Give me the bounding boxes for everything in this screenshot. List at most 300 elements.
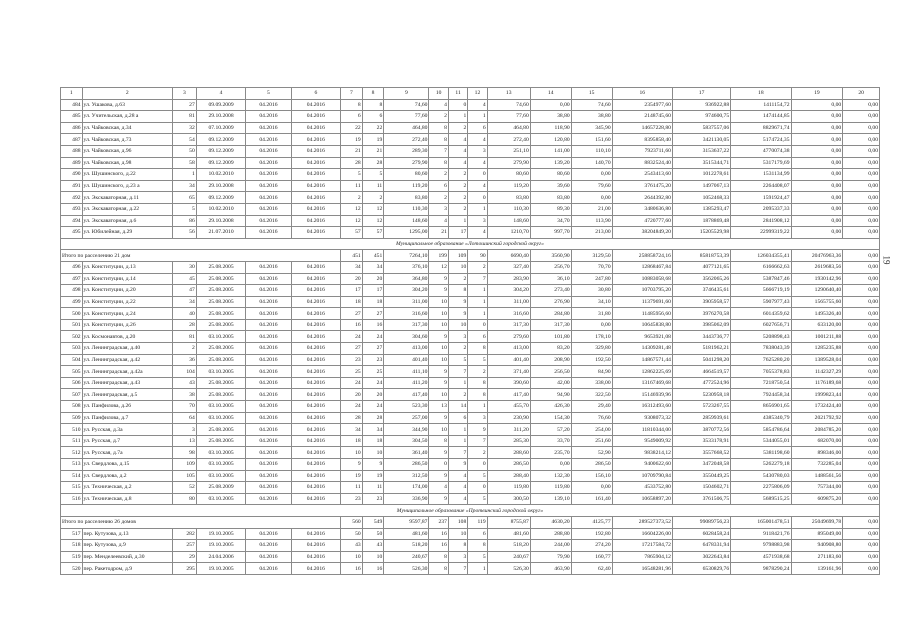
- table-row: [61, 366, 880, 378]
- table-cell: ул. Конституции, д.26: [82, 319, 173, 331]
- table-cell: 04.2016: [246, 169, 291, 181]
- table-row: [61, 296, 880, 308]
- table-cell: 25.08.2005: [196, 377, 246, 389]
- table-cell: 2275806,09: [731, 482, 791, 494]
- table-cell: 34: [173, 180, 197, 192]
- column-number-cell: 14: [530, 88, 571, 100]
- table-cell: 2095337,33: [731, 203, 791, 215]
- table-cell: ул. Русская, д.7а: [82, 447, 173, 459]
- table-cell: ул. Конституции, д.24: [82, 308, 173, 320]
- table-cell: 10658897,20: [612, 493, 672, 505]
- table-cell: 494: [61, 215, 83, 227]
- total-cell: 9597,87: [384, 516, 429, 528]
- table-cell: 04.2016: [291, 343, 341, 355]
- table-cell: 04.2016: [291, 180, 341, 192]
- table-cell: 300,50: [487, 493, 530, 505]
- table-cell: 25: [362, 366, 384, 378]
- table-cell: 04.2016: [246, 319, 291, 331]
- table-cell: 52,90: [571, 447, 612, 459]
- table-cell: 0: [468, 192, 487, 204]
- table-cell: 113,90: [571, 215, 612, 227]
- table-cell: 33,70: [530, 435, 571, 447]
- table-cell: 20: [362, 389, 384, 401]
- table-cell: 22: [341, 122, 363, 134]
- table-cell: 21: [341, 145, 363, 157]
- table-row: [61, 493, 880, 505]
- table-cell: 11485956,60: [612, 308, 672, 320]
- table-cell: 513: [61, 459, 83, 471]
- table-cell: ул. Конституции, д.14: [82, 273, 173, 285]
- table-cell: 24: [341, 377, 363, 389]
- table-cell: 03.10.2005: [196, 401, 246, 413]
- table-cell: 04.2016: [291, 285, 341, 297]
- table-row: [61, 331, 880, 343]
- table-cell: 0,00: [843, 435, 880, 447]
- table-cell: 16312493,60: [612, 401, 672, 413]
- table-cell: 8: [468, 389, 487, 401]
- total-label: Итого по расселению 26 домов: [61, 516, 341, 528]
- table-cell: 17: [362, 285, 384, 297]
- table-cell: 120,80: [530, 134, 571, 146]
- column-number-cell: 16: [612, 88, 672, 100]
- table-cell: 12: [341, 203, 363, 215]
- table-cell: 25.08.2005: [196, 319, 246, 331]
- table-cell: 3761506,75: [672, 493, 730, 505]
- table-cell: 24: [362, 331, 384, 343]
- table-cell: 1001211,88: [791, 331, 843, 343]
- table-cell: 508: [61, 401, 83, 413]
- table-cell: 156,10: [571, 470, 612, 482]
- total-cell: 90: [468, 250, 487, 262]
- table-cell: 4385340,79: [731, 412, 791, 424]
- table-cell: 3: [429, 203, 448, 215]
- table-cell: 11810344,00: [612, 424, 672, 436]
- table-cell: 361,40: [384, 447, 429, 459]
- table-cell: 0: [448, 99, 467, 111]
- table-cell: 256,50: [530, 366, 571, 378]
- table-cell: 04.2016: [246, 215, 291, 227]
- table-cell: 70: [173, 401, 197, 413]
- table-cell: 34,70: [530, 215, 571, 227]
- table-cell: 11: [341, 482, 363, 494]
- column-number-cell: 8: [362, 88, 384, 100]
- table-cell: 0,00: [791, 99, 843, 111]
- table-cell: 04.2016: [246, 528, 291, 540]
- table-cell: 2264408,07: [731, 180, 791, 192]
- table-cell: 272,40: [384, 134, 429, 146]
- table-cell: 04.2016: [246, 424, 291, 436]
- table-cell: 288,60: [487, 447, 530, 459]
- table-cell: 52: [173, 482, 197, 494]
- table-cell: 19: [362, 134, 384, 146]
- table-cell: 1385293,47: [672, 203, 730, 215]
- table-cell: 24: [362, 401, 384, 413]
- table-cell: 14867571,44: [612, 354, 672, 366]
- table-cell: 500: [61, 308, 83, 320]
- table-cell: 43: [173, 377, 197, 389]
- table-cell: 3: [448, 331, 467, 343]
- table-cell: 04.2016: [246, 180, 291, 192]
- table-cell: 0,00: [571, 319, 612, 331]
- table-cell: 04.2016: [291, 169, 341, 181]
- table-cell: 119,80: [487, 482, 530, 494]
- table-cell: 161,40: [571, 493, 612, 505]
- table-cell: 9400622,60: [612, 459, 672, 471]
- table-row: [61, 308, 880, 320]
- table-cell: 80,60: [487, 169, 530, 181]
- table-cell: ул. Экскаваторная, д.6: [82, 215, 173, 227]
- table-cell: ул. Свердлова, д.2: [82, 470, 173, 482]
- table-cell: 2: [429, 192, 448, 204]
- table-cell: 43: [341, 540, 363, 552]
- table-cell: 04.2016: [291, 111, 341, 123]
- table-cell: 3022643,84: [672, 551, 730, 563]
- table-cell: 04.2016: [246, 435, 291, 447]
- table-cell: 1565755,60: [791, 296, 843, 308]
- table-cell: 04.2016: [246, 122, 291, 134]
- table-cell: 10: [429, 389, 448, 401]
- table-cell: 511: [61, 435, 83, 447]
- table-cell: пер. Ракетодром, д.9: [82, 563, 173, 575]
- table-cell: 1: [468, 308, 487, 320]
- table-cell: 0,00: [843, 377, 880, 389]
- total-cell: 4125,77: [571, 516, 612, 528]
- column-number-cell: 9: [384, 88, 429, 100]
- table-cell: 14309281,48: [612, 343, 672, 355]
- table-cell: 2: [448, 273, 467, 285]
- table-cell: 04.2016: [291, 447, 341, 459]
- table-cell: 289,30: [384, 145, 429, 157]
- table-cell: 1: [468, 296, 487, 308]
- table-cell: ул. Конституции, д.20: [82, 285, 173, 297]
- table-cell: 25.08.2005: [196, 273, 246, 285]
- table-cell: 503: [61, 343, 83, 355]
- table-cell: 633120,00: [791, 319, 843, 331]
- table-cell: 516: [61, 493, 83, 505]
- table-cell: 105: [173, 470, 197, 482]
- table-cell: 0,00: [843, 540, 880, 552]
- table-cell: 03.10.2005: [196, 493, 246, 505]
- table-cell: 3976270,58: [672, 308, 730, 320]
- table-cell: 3153637,22: [672, 145, 730, 157]
- table-cell: 17: [341, 285, 363, 297]
- table-cell: 7: [468, 435, 487, 447]
- table-cell: 2619683,56: [791, 261, 843, 273]
- table-cell: 50: [362, 528, 384, 540]
- table-cell: 79,60: [571, 180, 612, 192]
- table-row: [61, 99, 880, 111]
- table-cell: 8: [448, 285, 467, 297]
- table-cell: 6: [468, 122, 487, 134]
- table-cell: 5: [468, 493, 487, 505]
- table-cell: 0: [468, 169, 487, 181]
- table-cell: 04.2016: [291, 296, 341, 308]
- table-row: [61, 563, 880, 575]
- total-cell: 7264,10: [384, 250, 429, 262]
- table-cell: 0,00: [791, 192, 843, 204]
- table-cell: 3870772,56: [672, 424, 730, 436]
- table-cell: 2354977,60: [612, 99, 672, 111]
- table-cell: 5: [341, 169, 363, 181]
- table-cell: 38,80: [571, 111, 612, 123]
- table-cell: 3515344,71: [672, 157, 730, 169]
- table-row: [61, 354, 880, 366]
- total-cell: 3129,50: [571, 250, 612, 262]
- table-cell: 0,00: [843, 343, 880, 355]
- table-cell: 6166662,63: [731, 261, 791, 273]
- table-cell: 609875,20: [791, 493, 843, 505]
- table-cell: 6: [362, 111, 384, 123]
- table-cell: 3905958,57: [672, 296, 730, 308]
- table-cell: 4533752,80: [612, 482, 672, 494]
- table-cell: 25.08.2009: [196, 482, 246, 494]
- table-cell: 1495326,40: [791, 308, 843, 320]
- table-cell: 0,00: [791, 227, 843, 239]
- table-cell: 9: [468, 424, 487, 436]
- total-row: [61, 250, 880, 262]
- table-cell: 285,30: [487, 435, 530, 447]
- table-cell: ул. Ленинградская, д.43: [82, 377, 173, 389]
- table-cell: 504: [61, 354, 83, 366]
- table-cell: 10703795,20: [612, 285, 672, 297]
- table-cell: 3746435,61: [672, 285, 730, 297]
- table-cell: 132,30: [530, 470, 571, 482]
- table-cell: 139,20: [530, 157, 571, 169]
- table-cell: 5230958,18: [672, 389, 730, 401]
- table-cell: 29,40: [571, 401, 612, 413]
- table-cell: 0,00: [843, 389, 880, 401]
- table-cell: 757344,00: [791, 482, 843, 494]
- table-cell: 04.2016: [246, 470, 291, 482]
- table-cell: 413,00: [384, 343, 429, 355]
- table-cell: 29.10.2008: [196, 215, 246, 227]
- table-cell: 0,00: [791, 203, 843, 215]
- table-cell: 29.10.2008: [196, 180, 246, 192]
- table-cell: 09.12.2009: [196, 134, 246, 146]
- table-cell: 484: [61, 99, 83, 111]
- table-cell: 514: [61, 470, 83, 482]
- table-cell: 77,60: [487, 111, 530, 123]
- table-cell: 04.2016: [291, 99, 341, 111]
- table-cell: 9: [341, 459, 363, 471]
- table-cell: 04.2016: [291, 551, 341, 563]
- table-cell: 0,00: [843, 180, 880, 192]
- table-cell: 3: [448, 551, 467, 563]
- table-cell: 09.12.2009: [196, 192, 246, 204]
- table-cell: 7: [448, 563, 467, 575]
- table-cell: 4: [468, 157, 487, 169]
- table-cell: ул. Свердлова, д.15: [82, 459, 173, 471]
- table-cell: 04.2016: [246, 227, 291, 239]
- table-cell: 77,60: [384, 111, 429, 123]
- table-cell: 311,00: [384, 296, 429, 308]
- table-cell: 9308073,32: [612, 412, 672, 424]
- table-cell: 464,80: [384, 122, 429, 134]
- table-cell: 174,00: [384, 482, 429, 494]
- table-cell: 0,00: [571, 482, 612, 494]
- table-cell: 25.08.2005: [196, 308, 246, 320]
- table-cell: 101,80: [530, 331, 571, 343]
- table-cell: 0,00: [530, 99, 571, 111]
- table-cell: 139161,96: [791, 563, 843, 575]
- table-cell: 14: [448, 401, 467, 413]
- table-cell: 1474144,85: [731, 111, 791, 123]
- table-cell: 79,90: [530, 551, 571, 563]
- table-cell: ул. Учительская, д.28 а: [82, 111, 173, 123]
- table-cell: 401,40: [487, 354, 530, 366]
- table-cell: 5317179,69: [731, 157, 791, 169]
- total-cell: 258858724,16: [612, 250, 672, 262]
- table-cell: 488: [61, 145, 83, 157]
- table-cell: 12: [362, 203, 384, 215]
- table-cell: 4: [448, 134, 467, 146]
- table-cell: ул. Панфилова, д.26: [82, 401, 173, 413]
- table-cell: 5181962,21: [672, 343, 730, 355]
- table-cell: 9: [448, 296, 467, 308]
- table-cell: 3480636,80: [612, 203, 672, 215]
- table-cell: 57: [341, 227, 363, 239]
- table-cell: 50: [173, 145, 197, 157]
- table-cell: 523,30: [384, 401, 429, 413]
- table-cell: 110,30: [384, 203, 429, 215]
- table-cell: ул. Техническая, д.8: [82, 493, 173, 505]
- table-cell: 20: [341, 273, 363, 285]
- table-cell: 5262279,18: [731, 459, 791, 471]
- table-cell: 10: [429, 354, 448, 366]
- table-cell: 4772524,96: [672, 377, 730, 389]
- table-cell: 10: [429, 424, 448, 436]
- register-sheet: [60, 87, 880, 575]
- table-cell: 19.10.2005: [196, 563, 246, 575]
- column-number-cell: 15: [571, 88, 612, 100]
- table-cell: 04.2016: [291, 203, 341, 215]
- table-cell: 10: [362, 551, 384, 563]
- table-cell: 83,20: [530, 343, 571, 355]
- table-cell: ул. Ленинградская, д.40: [82, 343, 173, 355]
- column-number-cell: 6: [291, 88, 341, 100]
- table-cell: 119,80: [530, 482, 571, 494]
- table-cell: 80,60: [384, 169, 429, 181]
- table-cell: 38: [173, 389, 197, 401]
- table-cell: 4077121,65: [672, 261, 730, 273]
- table-cell: 490: [61, 169, 83, 181]
- table-cell: 7: [448, 447, 467, 459]
- table-cell: 0,00: [843, 459, 880, 471]
- table-cell: 04.2016: [246, 203, 291, 215]
- table-cell: 86: [173, 215, 197, 227]
- table-cell: 34: [341, 424, 363, 436]
- page-number: 19: [881, 255, 892, 265]
- table-cell: 9: [448, 459, 467, 471]
- table-cell: 10: [429, 308, 448, 320]
- table-row: [61, 459, 880, 471]
- table-cell: 1497067,13: [672, 180, 730, 192]
- table-cell: 04.2016: [246, 261, 291, 273]
- table-cell: 36: [173, 354, 197, 366]
- table-cell: 7: [448, 366, 467, 378]
- table-cell: 9: [429, 412, 448, 424]
- table-cell: 43: [362, 540, 384, 552]
- table-cell: 0,00: [843, 563, 880, 575]
- table-cell: 80,60: [530, 169, 571, 181]
- table-cell: 317,30: [530, 319, 571, 331]
- table-cell: 498: [61, 285, 83, 297]
- column-number-cell: 10: [429, 88, 448, 100]
- table-cell: 492: [61, 192, 83, 204]
- table-cell: 317,30: [384, 319, 429, 331]
- table-cell: 0: [468, 319, 487, 331]
- table-cell: 34: [362, 261, 384, 273]
- table-cell: 8832524,40: [612, 157, 672, 169]
- table-cell: 21: [429, 227, 448, 239]
- table-cell: 04.2016: [246, 493, 291, 505]
- table-cell: 18: [341, 296, 363, 308]
- table-cell: 8656901,65: [731, 401, 791, 413]
- table-cell: 03.10.2005: [196, 366, 246, 378]
- table-cell: 4: [448, 145, 467, 157]
- table-cell: 28: [362, 412, 384, 424]
- table-cell: 9798883,98: [731, 540, 791, 552]
- total-cell: 549: [362, 516, 384, 528]
- table-cell: 24: [341, 401, 363, 413]
- table-cell: 10: [448, 528, 467, 540]
- table-cell: 1: [448, 377, 467, 389]
- table-cell: 2: [448, 192, 467, 204]
- table-cell: 6: [468, 528, 487, 540]
- table-cell: 0,00: [791, 157, 843, 169]
- table-cell: 04.2016: [291, 435, 341, 447]
- table-cell: 16: [362, 319, 384, 331]
- table-cell: 04.2016: [246, 157, 291, 169]
- table-cell: 03.10.2005: [196, 447, 246, 459]
- table-cell: 8: [429, 435, 448, 447]
- table-cell: 9: [448, 308, 467, 320]
- table-cell: 6: [468, 331, 487, 343]
- table-cell: 507: [61, 389, 83, 401]
- table-cell: 455,70: [487, 401, 530, 413]
- table-cell: 0,00: [843, 401, 880, 413]
- table-cell: 272,40: [487, 134, 530, 146]
- table-cell: 5: [448, 354, 467, 366]
- table-cell: 518,20: [487, 540, 530, 552]
- table-cell: 23: [362, 354, 384, 366]
- table-cell: 1: [173, 169, 197, 181]
- total-cell: 451: [341, 250, 363, 262]
- table-cell: 0,00: [843, 470, 880, 482]
- table-cell: 1290640,40: [791, 285, 843, 297]
- table-cell: 98: [173, 447, 197, 459]
- table-cell: 322,50: [571, 389, 612, 401]
- table-cell: 9549009,92: [612, 435, 672, 447]
- table-cell: 304,60: [384, 331, 429, 343]
- table-cell: ул. Чайковская, д.34: [82, 122, 173, 134]
- table-cell: 28: [341, 157, 363, 169]
- table-cell: 2: [429, 111, 448, 123]
- table-cell: 04.2016: [291, 308, 341, 320]
- table-cell: 682070,00: [791, 435, 843, 447]
- table-cell: 251,60: [571, 435, 612, 447]
- table-cell: 0,00: [843, 493, 880, 505]
- table-cell: 5854786,64: [731, 424, 791, 436]
- table-cell: 83,80: [530, 192, 571, 204]
- table-cell: 311,20: [487, 424, 530, 436]
- table-cell: 04.2016: [246, 273, 291, 285]
- table-cell: 24: [362, 377, 384, 389]
- table-cell: 371,40: [487, 366, 530, 378]
- total-cell: 119: [468, 516, 487, 528]
- table-cell: 10: [448, 261, 467, 273]
- table-cell: 0,00: [843, 424, 880, 436]
